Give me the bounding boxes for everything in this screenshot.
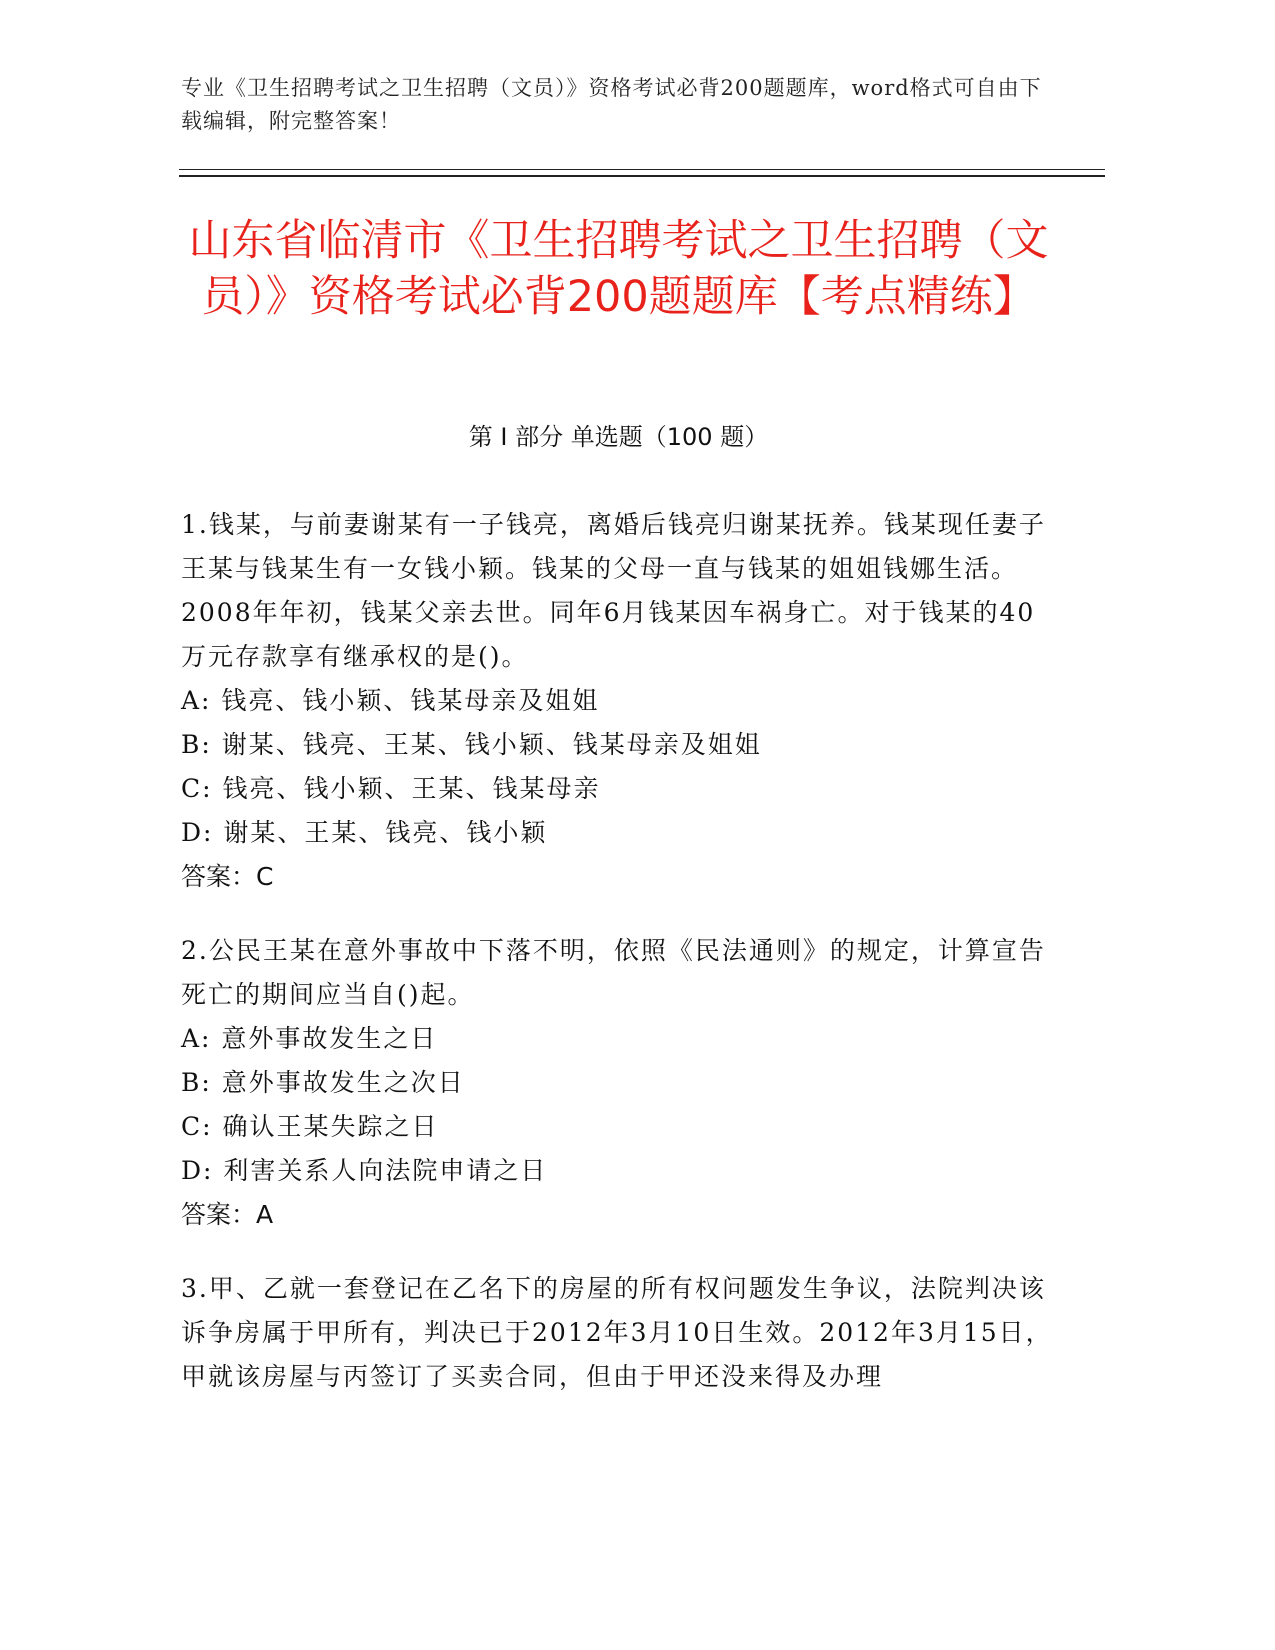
question-2 [181, 929, 1061, 1237]
section-heading: 第 I 部分 单选题（100 题） [468, 423, 769, 451]
option-c: C: 钱亮、钱小颖、王某、钱某母亲 [181, 774, 601, 803]
option-b: B: 谢某、钱亮、王某、钱小颖、钱某母亲及姐姐 [181, 730, 762, 759]
header-divider-thin [179, 169, 1105, 170]
answer-line: 答案：A [181, 1200, 274, 1229]
option-b: B: 意外事故发生之次日 [181, 1068, 465, 1097]
header-note: 专业《卫生招聘考试之卫生招聘（文员）》资格考试必背200题题库，word格式可自由下载编辑，附完整答案！ [181, 76, 1042, 133]
question-stem: 1.钱某，与前妻谢某有一子钱亮，离婚后钱亮归谢某抚养。钱某现任妻子王某与钱某生有一女钱小颖。钱某的父母一直与钱某的姐姐钱娜生活。2008年年初，钱某父亲去世。同年6月钱某因车祸身亡。对于钱某的40万元存款享有继承权的是()。 [181, 510, 1046, 671]
question-list [181, 503, 1061, 1429]
header-divider-thick [179, 175, 1105, 177]
question-stem: 2.公民王某在意外事故中下落不明，依照《民法通则》的规定，计算宣告死亡的期间应当自()起。 [181, 936, 1046, 1009]
question-3 [181, 1267, 1061, 1399]
answer-line: 答案：C [181, 862, 274, 891]
option-a: A: 意外事故发生之日 [181, 1024, 438, 1053]
document-title: 山东省临清市《卫生招聘考试之卫生招聘（文员）》资格考试必背200题题库【考点精练】 [188, 216, 1049, 322]
option-d: D: 利害关系人向法院申请之日 [181, 1156, 548, 1185]
option-a: A: 钱亮、钱小颖、钱某母亲及姐姐 [181, 686, 600, 715]
option-d: D: 谢某、王某、钱亮、钱小颖 [181, 818, 548, 847]
question-stem: 3.甲、乙就一套登记在乙名下的房屋的所有权问题发生争议，法院判决该诉争房属于甲所有，判决已于2012年3月10日生效。2012年3月15日，甲就该房屋与丙签订了买卖合同，但由于甲还没来得及办理 [181, 1274, 1053, 1391]
question-1 [181, 503, 1061, 899]
option-c: C: 确认王某失踪之日 [181, 1112, 439, 1141]
